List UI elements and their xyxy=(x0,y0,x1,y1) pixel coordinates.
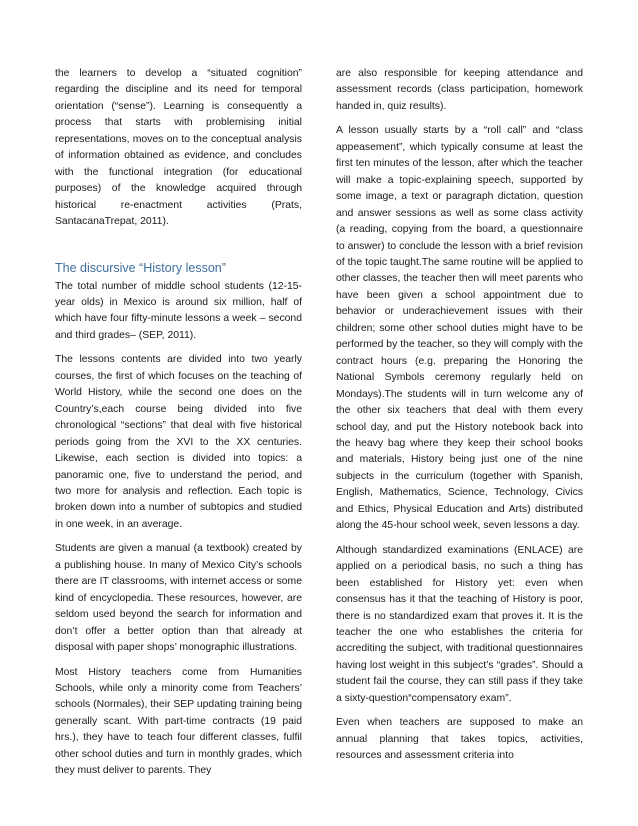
right-column xyxy=(336,66,583,773)
left-paragraph-5: Most History teachers come from Humanities Schools, while only a minority come from Teachers’ schools (Normales), their SEP updating training being generally scant. With part-time contracts (19 paid hrs.), they have to teach four different classes, fulfil other school duties and turn in monthly grades, which they must deliver to parents. They xyxy=(55,666,303,777)
right-paragraph-3: Although standardized examinations (ENLACE) are applied on a periodical basis, no such a thing has been established for History yet: even when consensus has it that the teaching of History is poor, there is no standardized exam that proves it. It is the teacher the one who establishes the criteria for accrediting the subject, with traditional questionnaires having lost weight in this subject’s “grades”. Should a student fail the course, they can still pass if they take a sixty-question“compensatory exam”. xyxy=(336,544,583,704)
left-paragraph-3: The lessons contents are divided into two yearly courses, the first of which focuses on the teaching of World History, while the second one does on the Country’s,each course being divided into five chronological “sections” that deal with five historical periods going from the XVI to the XX centuries. Likewise, each section is divided into topics: a panoramic one, five to understand the period, and two more for analysis and reflection. Each topic is broken down into a number of subtopics and studied in one week, in an average. xyxy=(55,354,302,530)
right-paragraph-2: A lesson usually starts by a “roll call” and “class appeasement”, which typically consume at least the first ten minutes of the lesson, after which the teacher will make a topic-explaining speech, supported by some image, a text or paragraph dictation, question and answer sessions as well as some class activity (a reading, copying from the board, a questionnaire to answer) to conclude the lesson with a brief revision of the topic taught.The same routine will be applied to other classes, the teacher then will meet parents who have been given a school appointment due to behavior or underachievement issues with their children; some other school duties might have to be performed by the teacher, so they will comply with the contract hours (e.g. preparing the Honoring the National Symbols ceremony regularly held on Mondays).The students will in turn welcome any of the other six teachers that deal with them every school day, and put the History notebook back into the heavy bag where they keep their school books and materials, History being just one of the nine subjects in the curriculum (together with Spanish, English, Mathematics, Science, Technology, Civics and Ethics, Physical Education and Arts) distributed along the 45-hour school week, seven lessons a day. xyxy=(336,125,583,532)
left-paragraph-4: Students are given a manual (a textbook) created by a publishing house. In many of Mexico City’s schools there are IT classrooms, with internet access or some kind of encyclopedia. These resources, however, are seldom used beyond the search for information and don’t offer a better option than that already at disposal with paper shops’ monographic illustrations. xyxy=(55,543,302,654)
right-paragraph-4: Even when teachers are supposed to make an annual planning that takes topics, activities, resources and assessment criteria into xyxy=(336,717,583,762)
section-heading: The discursive “History lesson” xyxy=(55,260,226,275)
left-paragraph-1: the learners to develop a “situated cognition” regarding the discipline and its need for temporal orientation (“sense”). Learning is consequently a process that starts with problemising initial representations, moves on to the conceptual analysis of information obtained as evidence, and concludes with the functional integration (for educational purposes) of the knowledge acquired through historical re-enactment activities (Prats, SantacanaTrepat, 2011). xyxy=(55,68,302,228)
right-paragraph-1: are also responsible for keeping attendance and assessment records (class participation, homework handed in, quiz results). xyxy=(336,68,583,112)
left-paragraph-2: The total number of middle school students (12-15-year olds) in Mexico is around six million, half of which have four fifty-minute lessons a week – second and third grades– (SEP, 2011). xyxy=(55,280,302,341)
left-column xyxy=(55,66,302,788)
